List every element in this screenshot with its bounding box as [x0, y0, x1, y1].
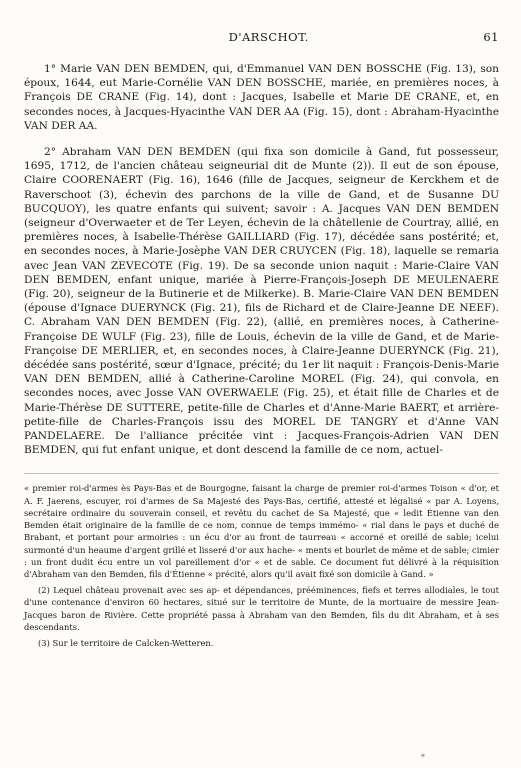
footnotes — [24, 473, 499, 649]
printer-mark: * — [421, 753, 425, 762]
footnote-3: (3) Sur le territoire de Calcken-Wetteren. — [38, 637, 214, 648]
running-title: D'ARSCHOT. — [228, 30, 309, 44]
footnote-2: (2) Lequel château provenait avec ses ap- et dépendances, prééminences, fiefs et terres allodiales, le tout d'une contenance d'environ 60 hectares, situé sur le territoire de Munte, de la mortuaire de messire Jean-Jacques baron de Rivière. Cette propriété passa à Abraham van den Bemden, fils du dit Abraham, et à ses descendants. — [24, 585, 499, 632]
main-text — [24, 62, 499, 457]
page-header — [24, 30, 499, 44]
page-number: 61 — [483, 30, 499, 44]
paragraph-1: 1° Marie VAN DEN BEMDEN, qui, d'Emmanuel VAN DEN BOSSCHE (Fig. 13), son époux, 1644, eut Marie-Cornélie VAN DEN BOSSCHE, mariée, en premières noces, à François DE CRANE (Fig. 14), dont : Jacques, Isabelle et Marie DE CRANE, et, en secondes noces, à Jacques-Hyacinthe VAN DER AA (Fig. 15), dont : Abraham-Hyacinthe VAN DER AA. — [24, 63, 499, 132]
footnote-quote: « premier roi-d'armes ès Pays-Bas et de Bourgogne, faisant la charge de premier roi-d'armes Toison « d'or, et A. F. Jaerens, escuyer, roi d'armes de Sa Majesté des Pays-Bas, certifié, attesté et légalisé « par A. Loyens, secrétaire ordinaire du souverain conseil, et revêtu du cachet de Sa Majesté, que « ledit Étienne van den Bemden était originaire de la famille de ce nom, connue de temps immémo- « rial dans le pays et duché de Brabant, et portant pour armoiries : un écu d'or au front de taurreau « accorné et oreillé de sable; icelui surmonté d'un heaume d'argent grillé et lisseré d'or aux hache- « ments et bourlet de même et de sable; cimier : un front dudit écu entre un vol pareillement d'or « et de sable. Ce document fut délivré à la réquisition d'Abraham van den Bemden, fils d'Étienne « précité, alors qu'il avait fixé son domicile à Gand. » — [24, 483, 499, 579]
paragraph-2: 2° Abraham VAN DEN BEMDEN (qui fixa son domicile à Gand, fut possesseur, 1695, 1712, de l'ancien château seigneurial dit de Munte (2)). Il eut de son épouse, Claire COORENAERT (Fig. 16), 1646 (fille de Jacques, seigneur de Kerckhem et de Raverschoot (3), échevin des parchons de la ville de Gand, et de Susanne DU BUCQUOY), les quatre enfants qui suivent; savoir : A. Jacques VAN DEN BEMDEN (seigneur d'Overwaeter et de Ter Leyen, échevin de la châtellenie de Courtray, allié, en premières noces, à Isabelle-Thérèse GAILLIARD (Fig. 17), décédée sans postérité; et, en secondes noces, à Marie-Josèphe VAN DER CRUYCEN (Fig. 18), laquelle se remaria avec Jean VAN ZEVECOTE (Fig. 19). De sa seconde union naquit : Marie-Claire VAN DEN BEMDEN, enfant unique, mariée à Pierre-François-Joseph DE MEULENAERE (Fig. 20), seigneur de la Butinerie et de Milkerke). B. Marie-Claire VAN DEN BEMDEN (épouse d'Ignace DUERYNCK (Fig. 21), fils de Richard et de Claire-Jeanne DE NEEF). C. Abraham VAN DEN BEMDEN (Fig. 22), (allié, en premières noces, à Catherine-Françoise DE WULF (Fig. 23), fille de Louis, échevin de la ville de Gand, et de Marie-Françoise DE MERLIER, et, en secondes noces, à Claire-Jeanne DUERYNCK (Fig. 21), décédée sans postérité, sœur d'Ignace, précité; du 1er lit naquit : François-Denis-Marie VAN DEN BEMDEN, allié à Catherine-Caroline MOREL (Fig. 24), qui convola, en secondes noces, avec Josse VAN OVERWAELE (Fig. 25), et était fille de Charles et de Marie-Thérèse DE SUTTERE, petite-fille de Charles et d'Anne-Marie BAERT, et arrière-petite-fille de Charles-François issu des MOREL DE TANGRY et d'Anne VAN PANDELAERE. De l'alliance précitée vint : Jacques-François-Adrien VAN DEN BEMDEN, qui fut enfant unique, et dont descend la famille de ce nom, actuel- — [24, 146, 499, 457]
